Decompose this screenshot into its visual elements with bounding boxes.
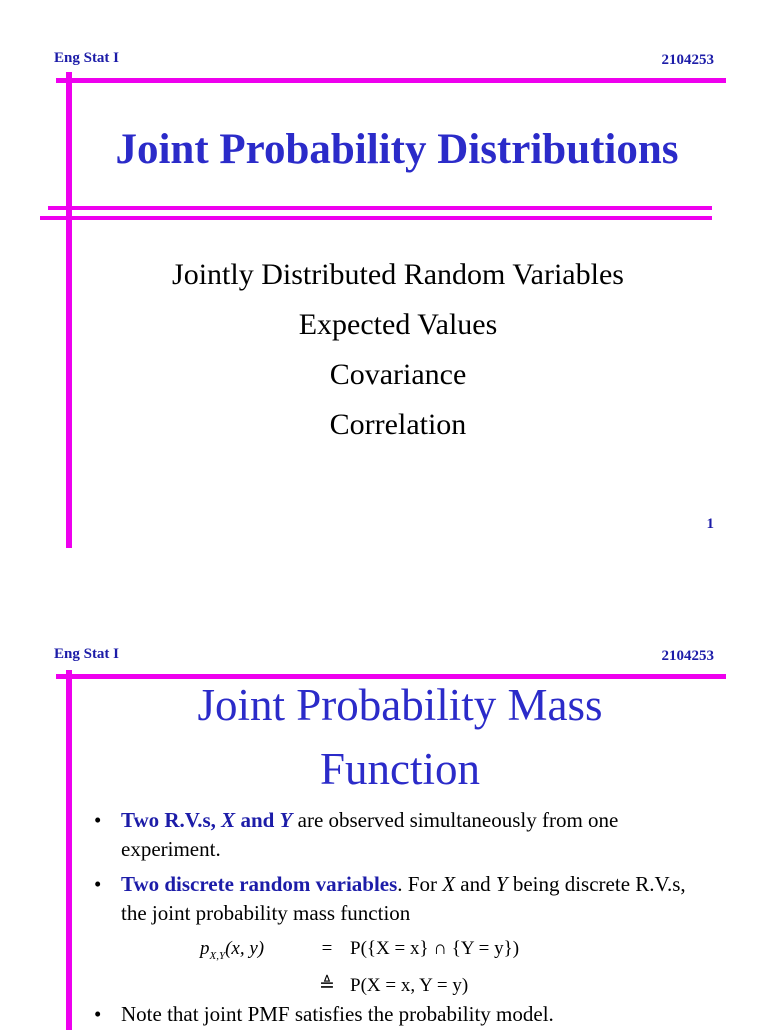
topic-item: Expected Values [298,308,498,341]
bullet-item: • Two discrete random variables. For X and Y being discrete R.V.s, the joint probability mass function [94,872,686,925]
title-underline-rule [48,206,712,210]
slide-title [72,673,728,801]
formula-rhs: P(X = x, Y = y) [350,974,469,996]
bullet-icon: • [94,872,102,896]
bullet-item [94,806,714,864]
topic-item: Correlation [329,408,467,441]
bullet-text: are observed simultaneously from one experiment. [121,808,619,861]
page-number: 1 [706,516,714,532]
bullet-emphasis: Two R.V.s, X and Y [121,808,293,832]
bullet-emphasis: Two discrete random variables [121,872,398,896]
course-name: Eng Stat I [54,50,120,66]
formula-row [200,971,519,1001]
bullet-text: being discrete R.V.s, the joint probability mass function [121,872,686,925]
bullet-icon: • [94,1002,102,1026]
formula-rhs: P({X = x} ∩ {Y = y}) [350,938,520,959]
formula-relation: ≜ [319,974,335,996]
title-underline-rule-2 [40,216,712,220]
topic-list [72,250,724,450]
title-line-1: Joint Probability Mass [197,680,603,730]
course-name: Eng Stat I [54,646,120,662]
bullet-item [94,1000,741,1029]
bullet-text: Note that joint PMF satisfies the probability model. [121,1002,554,1026]
slide-2 [0,600,768,1024]
bullet-icon: • [94,808,102,832]
bullet-list [94,806,714,934]
slide-title: Joint Probability Distributions [115,126,679,173]
course-code: 2104253 [661,52,714,68]
topic-item: Covariance [329,358,467,391]
topic-item: Jointly Distributed Random Variables [172,258,624,291]
course-code: 2104253 [661,648,714,664]
top-rule [56,78,726,83]
joint-pmf-formula [200,934,519,1001]
title-line-2: Function [319,744,480,794]
formula-relation: = [321,938,333,959]
formula-lhs: $p_{X,Y}(x$, y) [200,938,265,962]
formula-row [200,934,519,971]
